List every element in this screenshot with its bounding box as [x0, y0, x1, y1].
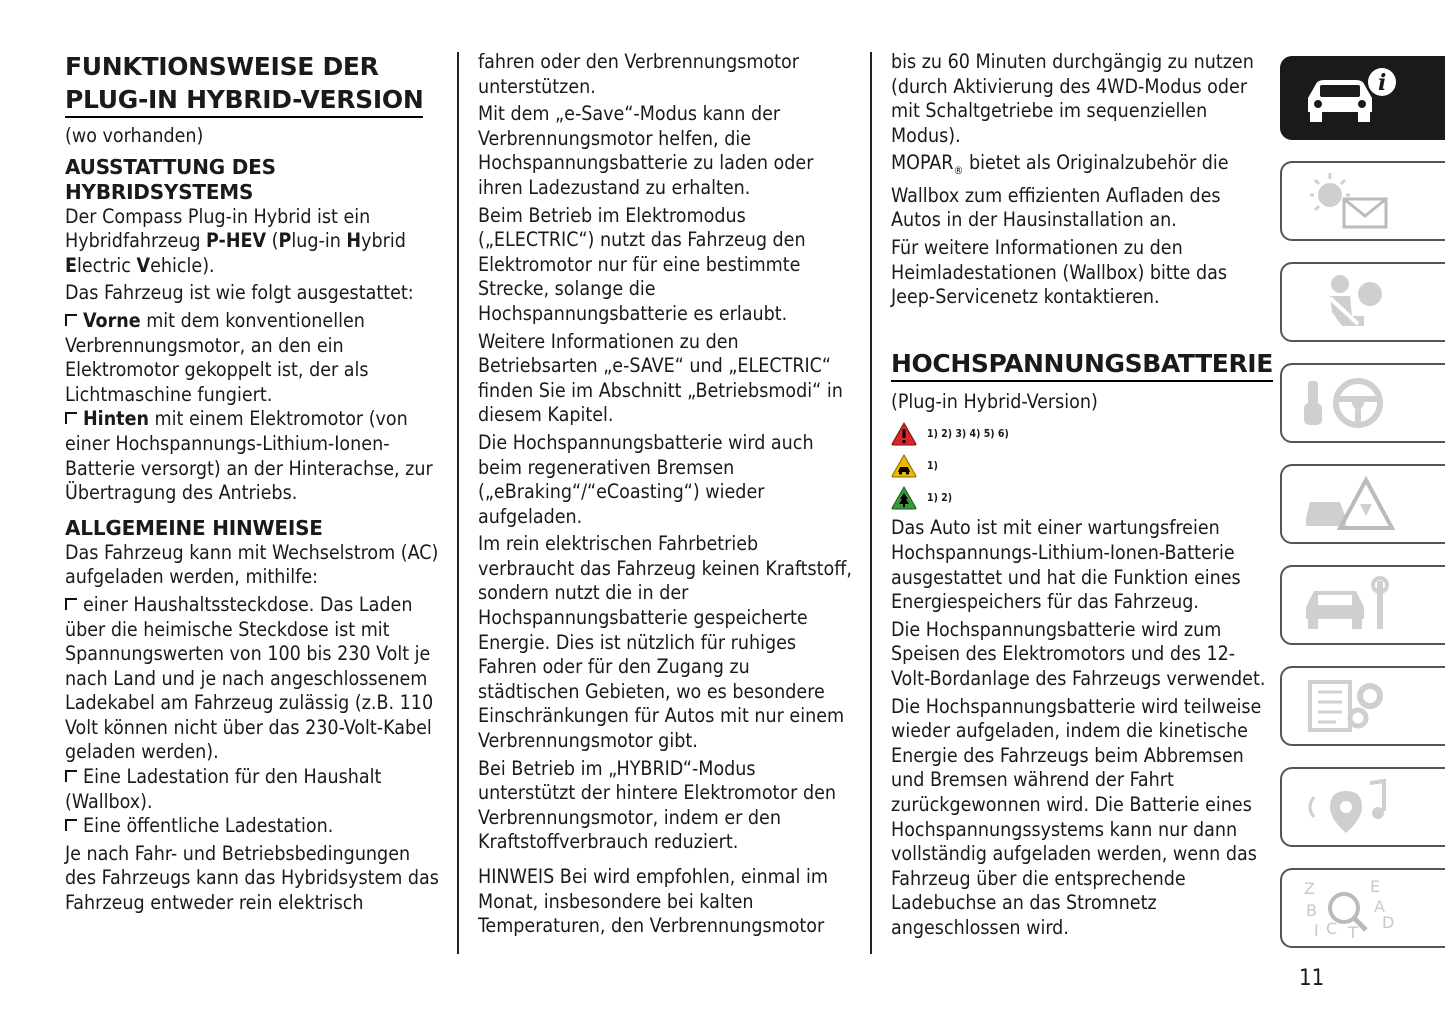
column-1 — [65, 50, 445, 919]
paragraph-battery: Das Auto ist mit einer wartungsfreien Hochspannungs-Lithium-Ionen-Batterie ausgestattet und hat die Funktion eines Energiespeichers für das Fahrzeug. — [891, 516, 1241, 614]
tab-technical-data[interactable] — [1280, 666, 1445, 746]
paragraph-cont: fahren oder den Verbrennungsmotor unterstützen. — [478, 50, 799, 98]
column-2 — [478, 50, 853, 942]
breakdown-warning-icon — [1300, 474, 1400, 534]
paragraph-charging: Das Fahrzeug kann mit Wechselstrom (AC) aufgeladen werden, mithilfe: — [65, 540, 439, 589]
bullet-icon — [65, 314, 77, 326]
car-service-icon — [1300, 575, 1400, 635]
paragraph-recharge: Die Hochspannungsbatterie wird teilweise wieder aufgeladen, indem die kinetische Energie des Fahrzeugs beim Abbremsen und Bremsen während der Fahrt zurückgewonnen wird. Die Batterie eines Hochspannungssystems kann nur dann vollständig aufgeladen werden, wenn das Fahrzeug über die entsprechende Ladebuchse an das Stromnetz angeschlossen wird. — [891, 694, 1262, 939]
tab-safety[interactable] — [1280, 262, 1445, 342]
heading-ausstattung-1: AUSSTATTUNG DES — [65, 154, 276, 179]
column-divider — [457, 52, 459, 954]
paragraph-intro: Der Compass Plug-in Hybrid ist ein Hybridfahrzeug P-HEV (Plug-in Hybrid Electric Vehicle). — [65, 204, 406, 277]
multimedia-icon — [1300, 777, 1400, 837]
index-icon — [1300, 878, 1400, 938]
chapter-tabs — [1280, 56, 1445, 969]
paragraph-service: Für weitere Informationen zu den Heimladestationen (Wallbox) bitte das Jeep-Servicenetz kontaktieren. — [891, 236, 1228, 309]
paragraph-hybrid: Bei Betrieb im „HYBRID“-Modus unterstützt der hintere Elektromotor den Verbrennungsmotor, indem er den Kraftstoffverbrauch reduziert. — [478, 756, 836, 854]
lights-mail-icon — [1300, 171, 1400, 231]
tab-starting-driving[interactable] — [1280, 363, 1445, 443]
paragraph-esave: Mit dem „e-Save“-Modus kann der Verbrennungsmotor helfen, die Hochspannungsbatterie zu laden oder ihren Ladezustand zu erhalten. — [478, 102, 814, 199]
paragraph-electric: Beim Betrieb im Elektromodus („ELECTRIC“) nutzt das Fahrzeug den Elektromotor nur für eine bestimmte Strecke, solange die Hochspannungsbatterie es erlaubt. — [478, 203, 806, 325]
svg-text:A: A — [1374, 897, 1385, 916]
bullet-icon — [65, 819, 77, 831]
svg-text:B: B — [1306, 901, 1317, 920]
tab-car-info[interactable] — [1280, 56, 1445, 140]
bullet-icon — [65, 412, 77, 424]
list-item-wallbox: Eine Ladestation für den Haushalt (Wallbox). — [65, 765, 382, 813]
svg-text:T: T — [1348, 923, 1358, 938]
list-item-public: Eine öffentliche Ladestation. — [65, 814, 445, 839]
heading-ausstattung-2: HYBRIDSYSTEMS — [65, 179, 254, 204]
page-title-line2: PLUG-IN HYBRID-VERSION — [65, 83, 423, 118]
svg-text:I: I — [1314, 921, 1319, 938]
paragraph-ev-driving: Im rein elektrischen Fahrbetrieb verbraucht das Fahrzeug keinen Kraftstoff, sondern nutzt die in der Hochspannungsbatterie gespeicherte Energie. Dies ist nützlich für ruhiges Fahren oder für den Zugang zu städtischen Gebieten, wo es besondere Einschränkungen für Autos mit nur einem Verbrennungsmotor gibt. — [478, 532, 852, 753]
svg-text:Z: Z — [1304, 879, 1315, 898]
danger-icon — [891, 422, 917, 446]
svg-text:D: D — [1382, 913, 1395, 932]
column-divider — [870, 52, 872, 954]
tab-maintenance[interactable] — [1280, 565, 1445, 645]
bullet-icon — [65, 598, 77, 610]
paragraph-4wd: bis zu 60 Minuten durchgängig zu nutzen (durch Aktivierung des 4WD-Modus oder mit Schaltgetriebe im sequenziellen Modus). — [891, 50, 1254, 147]
svg-text:E: E — [1370, 878, 1381, 896]
page-number: 11 — [1299, 966, 1325, 991]
heading-allgemein: ALLGEMEINE HINWEISE — [65, 515, 323, 540]
key-steering-icon — [1300, 373, 1400, 433]
car-info-icon — [1300, 68, 1400, 128]
seat-airbag-icon — [1300, 272, 1400, 332]
paragraph-regen: Die Hochspannungsbatterie wird auch beim regenerativen Bremsen („eBraking“/“eCoasting“) wieder aufgeladen. — [478, 430, 814, 528]
paragraph-mopar: $MOPAR_®$ bietet als Originalzubehör die Wallbox zum effizienten Aufladen des Autos in der Hausinstallation an. — [891, 151, 1229, 232]
svg-text:i: i — [1378, 70, 1387, 96]
list-item-household: einer Haushaltssteckdose. Das Laden über die heimische Steckdose ist mit Spannungswerten von 100 bis 230 Volt je nach Land und je nach angeschlossenem Ladekabel am Fahrzeug zulässig (z.B. 110 Volt können nicht über das 230-Volt-Kabel geladen werden). — [65, 592, 434, 764]
title-note: (wo vorhanden) — [65, 124, 204, 147]
tab-index[interactable] — [1280, 868, 1445, 948]
paragraph-modes: Weitere Informationen zu den Betriebsarten „e-SAVE“ und „ELECTRIC“ finden Sie im Abschnitt „Betriebsmodi“ in diesem Kapitel. — [478, 329, 843, 427]
paragraph-note: HINWEIS Bei wird empfohlen, einmal im Monat, insbesondere bei kalten Temperaturen, den Verbrennungsmotor — [478, 865, 828, 938]
paragraph-driving: Je nach Fahr- und Betriebsbedingungen des Fahrzeugs kann das Hybridsystem das Fahrzeug entweder rein elektrisch — [65, 841, 439, 915]
warning-caution: 1) — [891, 450, 1266, 482]
tab-emergency[interactable] — [1280, 464, 1445, 544]
column-3 — [891, 50, 1273, 944]
tab-lights-mail[interactable] — [1280, 161, 1445, 241]
svg-text:C: C — [1326, 919, 1338, 938]
caution-car-icon — [891, 454, 917, 478]
section-note: (Plug-in Hybrid-Version) — [891, 389, 1098, 413]
warning-environment: 1) 2) — [891, 482, 1266, 514]
environment-tree-icon — [891, 486, 917, 510]
paragraph-battery-use: Die Hochspannungsbatterie wird zum Speisen des Elektromotors und des 12-Volt-Bordanlage des Fahrzeugs verwendet. — [891, 617, 1266, 690]
list-item-rear: Hinten mit einem Elektromotor (von einer Hochspannungs-Lithium-Ionen-Batterie versorgt) an der Hinterachse, zur Übertragung des Antriebs. — [65, 407, 433, 505]
bullet-icon — [65, 770, 77, 782]
warning-danger: 1) 2) 3) 4) 5) 6) — [891, 418, 1266, 450]
paragraph-equipment: Das Fahrzeug ist wie folgt ausgestattet: — [65, 281, 414, 305]
page-title-line1: FUNKTIONSWEISE DER — [65, 52, 379, 81]
list-item-front: Vorne mit dem konventionellen Verbrennungsmotor, an den ein Elektromotor gekoppelt ist, der als Lichtmaschine fungiert. — [65, 308, 369, 406]
section-heading: HOCHSPANNUNGSBATTERIE — [891, 347, 1273, 382]
tab-multimedia[interactable] — [1280, 767, 1445, 847]
technical-data-icon — [1300, 676, 1400, 736]
